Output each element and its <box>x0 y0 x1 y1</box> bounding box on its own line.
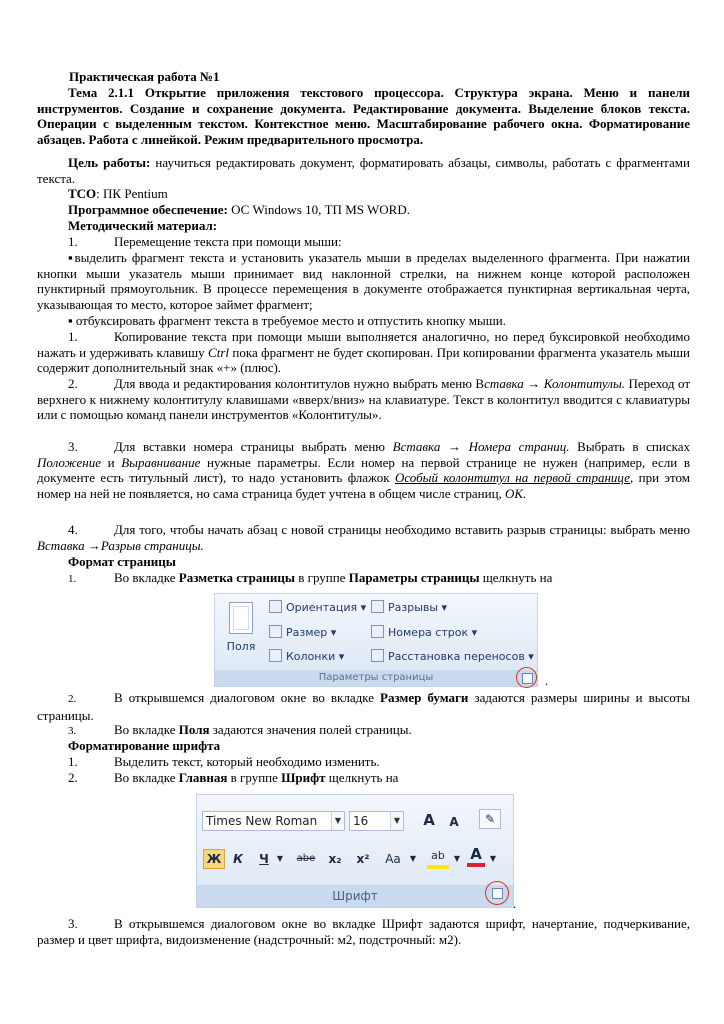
pn-menu-path: Вставка → Номера страниц. <box>392 439 570 454</box>
bold-button: Ж <box>203 849 225 869</box>
ff2-text-c: щелкнуть на <box>325 770 399 785</box>
columns-button <box>269 649 344 663</box>
chevron-down-icon: ▼ <box>409 854 417 863</box>
fp2-text-b: задаются размеры ширины и высоты страницы. <box>37 690 690 723</box>
hf-text-a: Для ввода и редактирования колонтитулов нужно выбрать меню В <box>114 376 485 391</box>
list-item <box>37 690 690 723</box>
header-footer-paragraph <box>37 376 690 423</box>
item-text: Перемещение текста при помощи мыши: <box>114 234 342 249</box>
chevron-down-icon: ▼ <box>331 812 344 830</box>
pn-text-d: , при этом номер на ней не появляется, но сама страница будет учтена в общем числе страниц, <box>37 470 691 501</box>
ff2-tab: Главная <box>178 770 228 785</box>
list-item <box>37 754 690 770</box>
chevron-down-icon: ▼ <box>390 812 403 830</box>
ff2-group: Шрифт <box>281 770 326 785</box>
topic-paragraph: Тема 2.1.1 Открытие приложения текстового процессора. Структура экрана. Меню и панели инструментов. Создание и сохранение документа. Редактирование документа. Выделение блоков текста. Операции с выделенным текстом. Контекстное меню. Масштабирование рабочего окна. Форматирование абзацев. Работа с линейкой. Режим предварительного просмотра. <box>37 85 690 147</box>
columns-icon <box>269 649 282 662</box>
size-button <box>269 625 336 639</box>
chevron-down-icon: ▼ <box>453 854 461 863</box>
item-number: 3. <box>68 439 78 454</box>
chevron-down-icon: ▼ <box>276 854 284 863</box>
item-number: 1. <box>68 329 78 344</box>
hf-text-b: Переход от верхнего к нижнему колонтитулу клавишами «вверх/вниз» на клавиатуре. Текст в колонтитул вводится с клавиатуры или с помощью команд панели инструментов «Колонтитулы». <box>37 376 691 423</box>
fp3-text-b: задаются значения полей страницы. <box>209 722 412 737</box>
subscript-button: x₂ <box>328 852 342 866</box>
grow-font-icon: A <box>423 811 435 829</box>
item-number: 2. <box>68 693 77 705</box>
margins-icon <box>229 602 253 634</box>
pn-text-a: Для вставки номера страницы выбрать меню <box>114 439 393 454</box>
line-numbers-label: Номера строк ▾ <box>388 626 478 639</box>
fp1-text-a: Во вкладке <box>114 570 179 585</box>
size-label: Размер ▾ <box>286 626 337 639</box>
ff2-text-a: Во вкладке <box>114 770 179 785</box>
line-numbers-icon <box>371 625 384 638</box>
software-line <box>37 202 690 218</box>
bullet-paragraph-2: ▪ отбуксировать фрагмент текста в требуемое место и отпустить кнопку мыши. <box>68 313 506 328</box>
ff1-text: Выделить текст, который необходимо изменить. <box>114 754 380 769</box>
pb-text-a: Для того, чтобы начать абзац с новой страницы необходимо вставить разрыв страницы: выбрать меню <box>114 522 690 537</box>
fp2-text-a: В открывшемся диалоговом окне во вкладке <box>114 690 381 705</box>
page-break-paragraph <box>37 522 690 553</box>
item-number: 3. <box>68 916 78 931</box>
font-ribbon-image <box>196 794 514 908</box>
item-number: 4. <box>68 522 78 537</box>
font-name-value: Times New Roman <box>206 814 318 828</box>
highlight-circle-icon <box>516 667 537 688</box>
breaks-label: Разрывы ▾ <box>388 601 448 614</box>
fp2-tab: Размер бумаги <box>380 690 469 705</box>
goal-paragraph <box>37 155 690 186</box>
ff3-text: В открывшемся диалоговом окне во вкладке Шрифт задаются шрифт, начертание, подчеркивание, размер и цвет шрифта, видоизменение (надстрочный: м2, подстрочный: м2). <box>37 916 690 947</box>
pn-ok: ОК. <box>505 485 527 501</box>
breaks-button <box>371 600 447 614</box>
goal-label: Цель работы: <box>68 155 151 170</box>
item-number: 3. <box>68 725 77 737</box>
breaks-icon <box>371 600 384 613</box>
bullet-paragraph-1: ▪выделить фрагмент текста и установить указатель мыши в пределах выделенного фрагмента. При нажатии кнопки мыши указатель мыши принимает вид наклонной стрелки, на нижнем конце которой расположен пунктирный прямоугольник. В процессе перемещения в документе отображается пунктирная вертикальная черта, указывающая то место, которое займет фрагмент; <box>37 250 690 312</box>
page-heading: Практическая работа №1 <box>69 69 220 84</box>
font-size-value: 16 <box>353 814 369 828</box>
italic-button: К <box>233 852 243 866</box>
chevron-down-icon: ▼ <box>489 854 497 863</box>
item-number: 1. <box>68 754 78 769</box>
pn-text-b: Выбрать в списках <box>569 439 690 454</box>
fp1-text-b: в группе <box>294 570 349 585</box>
margins-button <box>221 600 261 664</box>
strikethrough-button: abe <box>296 853 316 864</box>
font-size-combo <box>349 811 404 831</box>
trailing-dot: . <box>513 896 517 911</box>
shrink-font-icon: A <box>449 815 459 829</box>
format-page-heading: Формат страницы <box>68 554 176 569</box>
highlight-circle-icon <box>485 881 509 905</box>
hyphenation-button <box>371 649 534 663</box>
orientation-button <box>269 600 366 614</box>
fp1-tab: Разметка страницы <box>178 570 295 585</box>
font-group-label: Шрифт <box>197 885 513 907</box>
ctrl-key: Ctrl <box>208 344 230 360</box>
tso-text: : ПК Pentium <box>96 186 168 201</box>
item-number: 1. <box>68 573 77 585</box>
copy-text-a: Копирование текста при помощи мыши выполняется аналогично, но перед буксировкой необходимо нажать и удерживать клавишу <box>37 329 690 360</box>
hyphenation-label: Расстановка переносов ▾ <box>388 650 534 663</box>
list-item <box>37 722 690 740</box>
fp3-tab: Поля <box>178 722 210 737</box>
line-numbers-button <box>371 625 477 639</box>
ff2-text-b: в группе <box>227 770 282 785</box>
highlight-button: ab <box>427 847 449 869</box>
font-name-combo <box>202 811 345 831</box>
method-heading: Методический материал: <box>68 218 218 233</box>
superscript-button: x² <box>356 852 370 866</box>
margins-label: Поля <box>226 640 256 653</box>
underline-button: Ч <box>259 852 269 866</box>
fp3-text-a: Во вкладке <box>114 722 179 737</box>
page-setup-ribbon-image <box>214 593 538 687</box>
size-icon <box>269 625 282 638</box>
list-item <box>37 570 690 588</box>
list-item <box>37 770 690 786</box>
clear-format-icon: ✎ <box>479 809 501 829</box>
pn-and: и <box>100 454 122 470</box>
item-number: 2. <box>68 376 78 391</box>
pn-alignment: Выравнивание <box>121 454 201 470</box>
software-text: ОС Windows 10, ТП MS WORD. <box>227 202 410 217</box>
fp1-group: Параметры страницы <box>348 570 480 585</box>
page-setup-group-label: Параметры страницы <box>215 670 537 686</box>
tso-line <box>37 186 690 202</box>
pn-position: Положение <box>37 454 101 470</box>
pn-flag: Особый колонтитул на первой странице <box>394 470 630 486</box>
list-item <box>37 234 690 250</box>
fp1-text-c: щелкнуть на <box>479 570 553 585</box>
change-case-button: Aa <box>385 852 401 866</box>
pb-menu-path: Вставка →Разрыв страницы. <box>37 537 204 553</box>
copy-text-b: пока фрагмент не будет скопирован. При копировании фрагмента указатель мыши содержит дополнительный знак «+» (плюс). <box>37 344 691 376</box>
font-color-button: A <box>467 845 485 867</box>
hyphenation-icon <box>371 649 384 662</box>
item-number: 1. <box>68 234 78 249</box>
software-label: Программное обеспечение: <box>68 202 228 217</box>
item-number: 2. <box>68 770 78 785</box>
page-number-paragraph <box>37 439 690 501</box>
hf-menu-path: ставка → Колонтитулы. <box>484 376 625 391</box>
trailing-dot: . <box>545 673 549 688</box>
tso-label: ТСО <box>68 186 97 201</box>
copy-paragraph <box>37 329 690 376</box>
columns-label: Колонки ▾ <box>286 650 345 663</box>
goal-text: научиться редактировать документ, форматировать абзацы, символы, работать с фрагментами текста. <box>37 155 690 186</box>
orientation-icon <box>269 600 282 613</box>
orientation-label: Ориентация ▾ <box>286 601 367 614</box>
font-dialog-paragraph <box>37 916 690 947</box>
format-font-heading: Форматирование шрифта <box>68 738 221 753</box>
pn-text-c: нужные параметры. Если номер на первой странице не нужен (например, если в документе есть титульный лист), то надо установить флажок <box>37 454 690 486</box>
